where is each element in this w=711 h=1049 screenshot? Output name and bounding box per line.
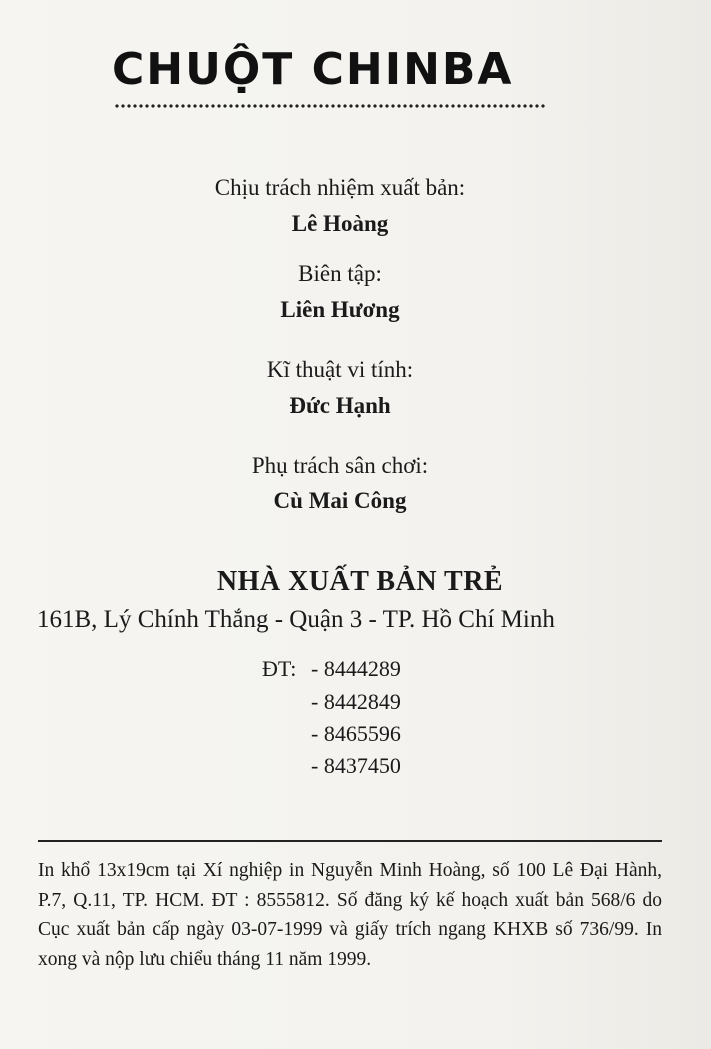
- credit-name-publisher-responsible: Lê Hoàng: [291, 211, 389, 236]
- credit-name-typesetting: Đức Hạnh: [289, 393, 391, 418]
- credit-role-playground: Phụ trách sân chơi:: [251, 453, 429, 478]
- phone-label: ĐT:: [262, 656, 297, 681]
- divider-line: [38, 840, 662, 842]
- phone-number: - 8444289: [311, 656, 401, 681]
- credit-name-playground: Cù Mai Công: [273, 488, 407, 513]
- credit-role-typesetting: Kĩ thuật vi tính:: [266, 357, 414, 382]
- credit-name-editor: Liên Hương: [280, 297, 400, 322]
- phone-number: - 8465596: [311, 721, 401, 746]
- phone-number: - 8437450: [311, 753, 401, 778]
- credit-role-editor: Biên tập:: [298, 261, 382, 286]
- title-dotted-underline: [114, 103, 546, 109]
- publisher-address: 161B, Lý Chính Thắng - Quận 3 - TP. Hồ Chí Minh: [37, 606, 555, 633]
- book-title: CHUỘT CHINBA: [112, 44, 514, 95]
- printing-information: In khổ 13x19cm tại Xí nghiệp in Nguyễn Minh Hoàng, số 100 Lê Đại Hành, P.7, Q.11, TP. HCM. ĐT : 8555812. Số đăng ký kế hoạch xuất bản 568/6 do Cục xuất bản cấp ngày 03-07-1999 và giấy trích ngang KHXB số 736/99. In xong và nộp lưu chiểu tháng 11 năm 1999.: [38, 860, 662, 970]
- credit-role-publisher-responsible: Chịu trách nhiệm xuất bản:: [214, 175, 466, 200]
- phone-number: - 8442849: [311, 689, 401, 714]
- publisher-name: NHÀ XUẤT BẢN TRẺ: [216, 566, 504, 597]
